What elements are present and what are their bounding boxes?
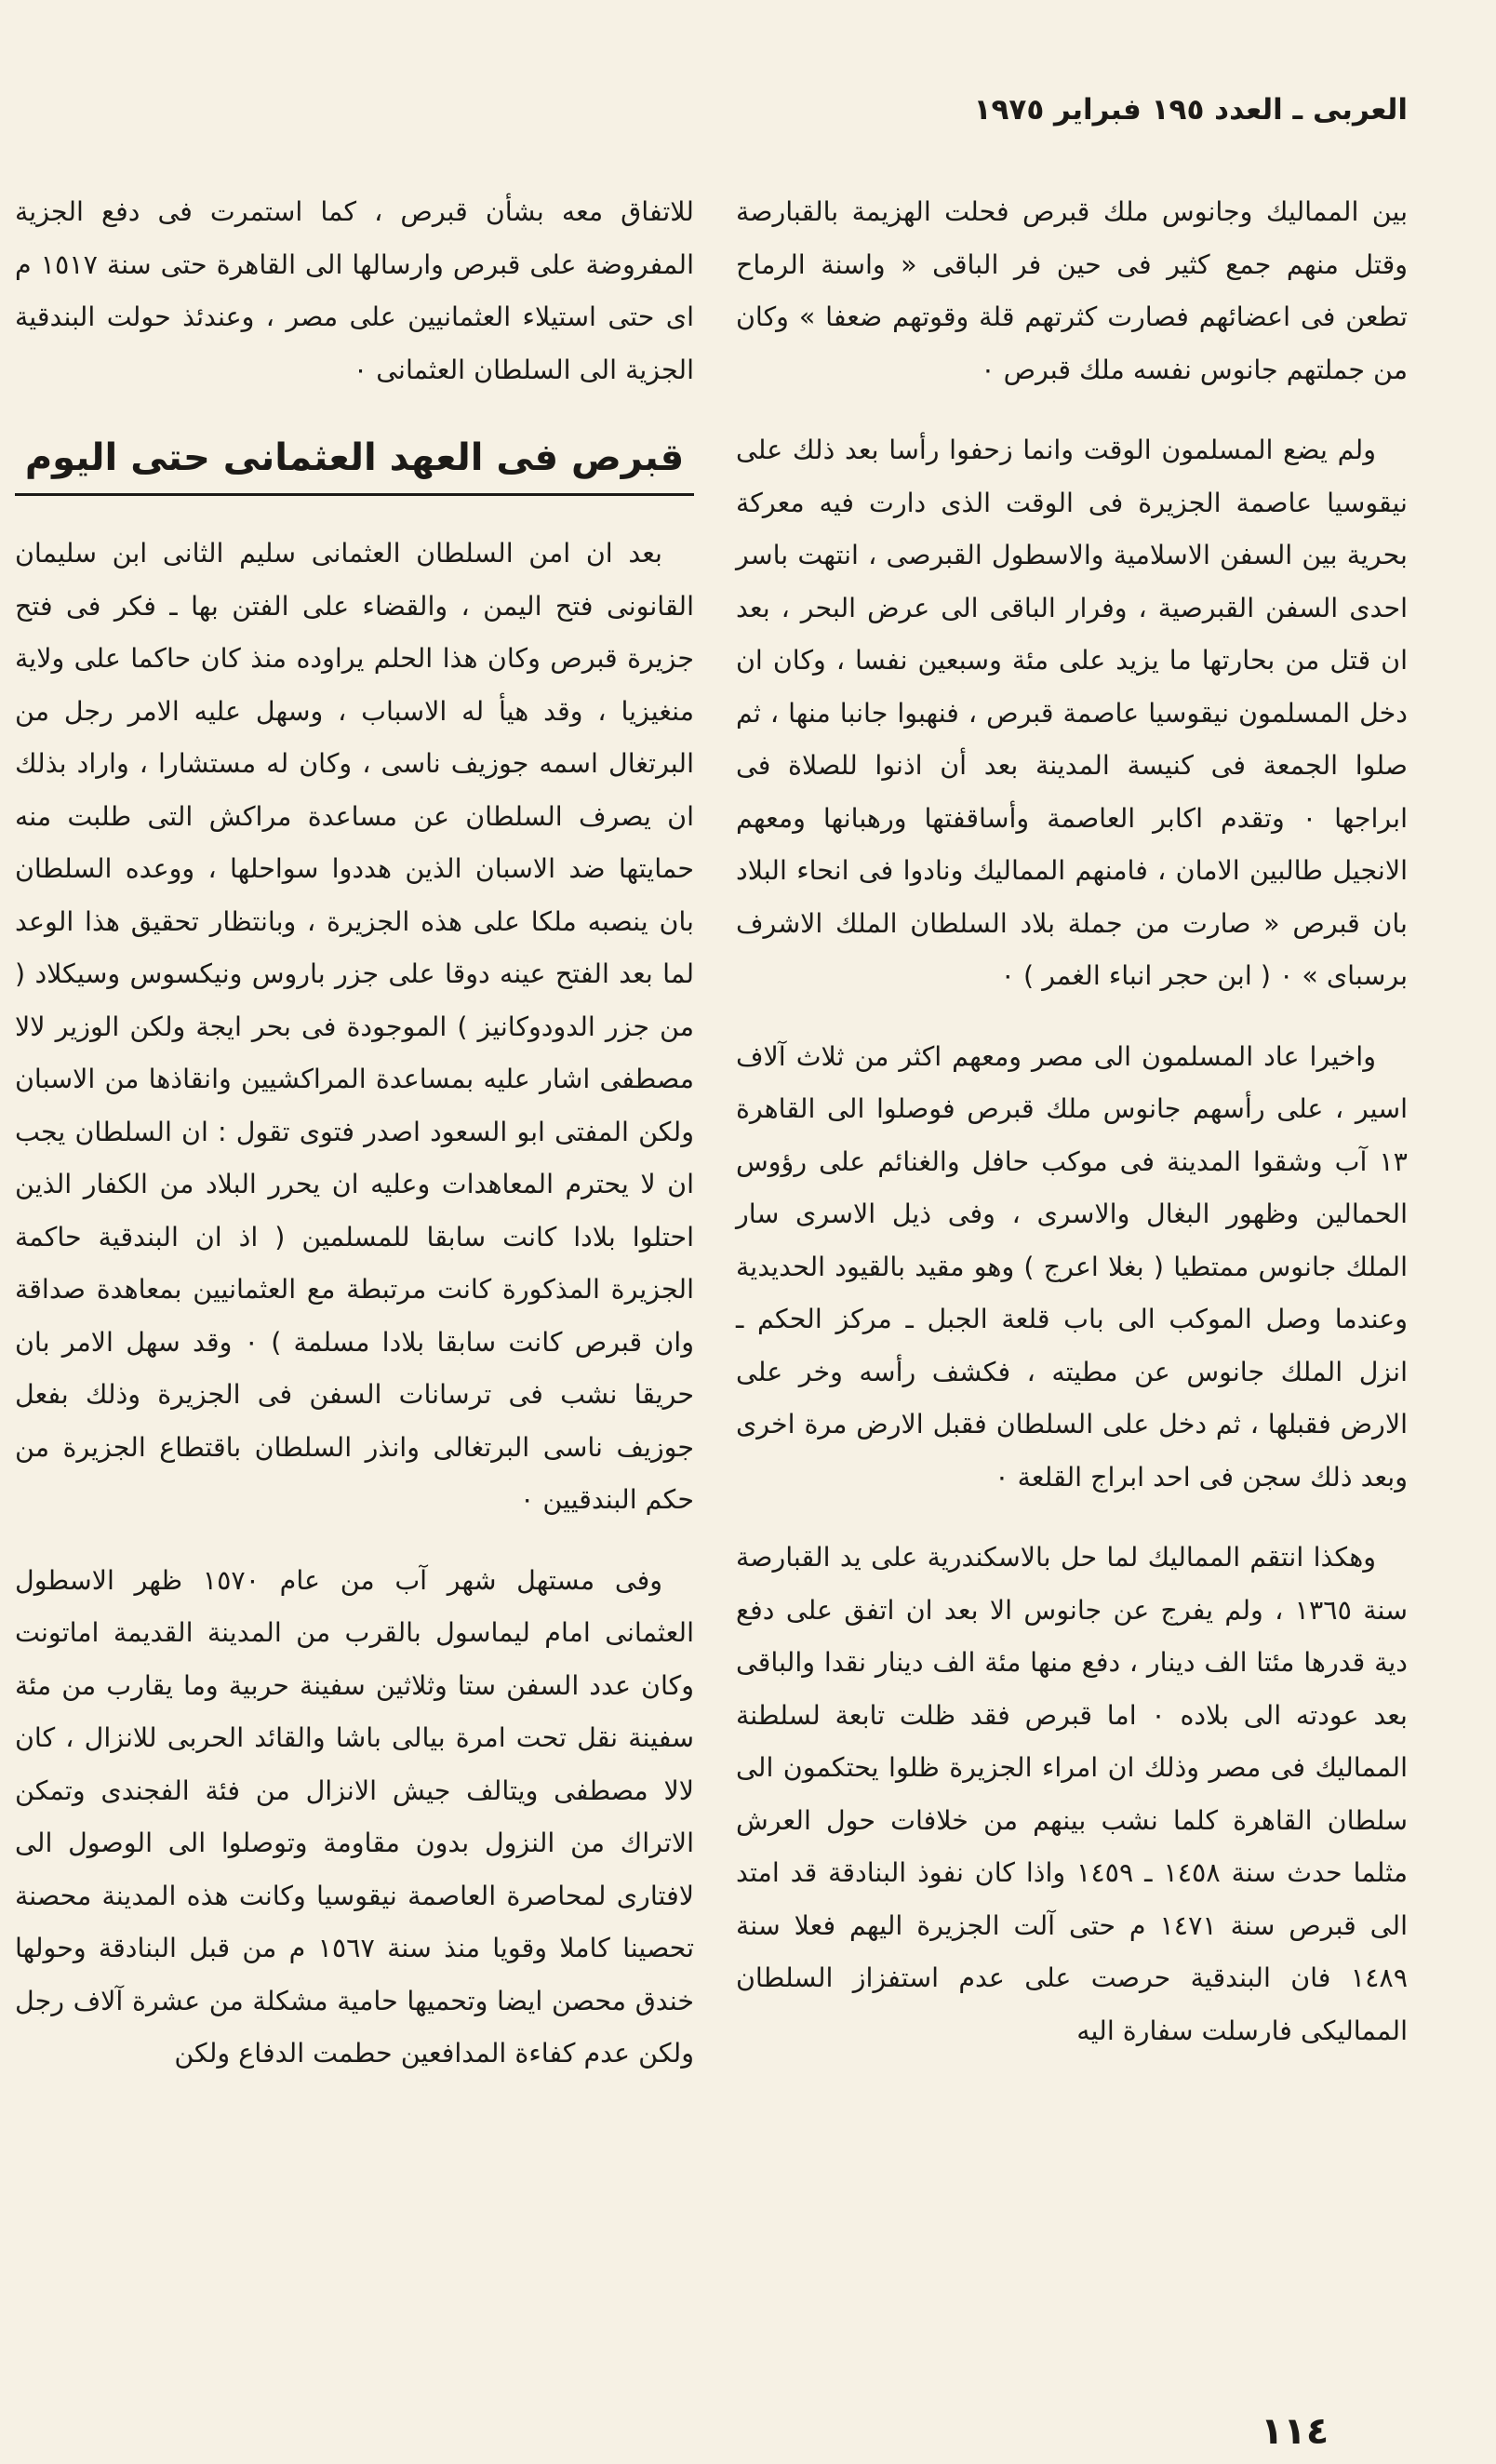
- paragraph: للاتفاق معه بشأن قبرص ، كما استمرت فى دفع الجزية المفروضة على قبرص وارسالها الى القاهرة حتى سنة ١٥١٧ م اى حتى استيلاء العثمانيين على مصر ، وعندئذ حولت البندقية الجزية الى السلطان العثمانى ٠: [15, 196, 694, 385]
- right-column: [736, 186, 1408, 2085]
- paragraph: وفى مستهل شهر آب من عام ١٥٧٠ ظهر الاسطول العثمانى امام ليماسول بالقرب من المدينة القديمة اماتونت وكان عدد السفن ستا وثلاثين سفينة حربية وما يقارب من مئة سفينة نقل تحت امرة بيالى باشا والقائد الحربى للانزال ، كان لالا مصطفى ويتالف جيش الانزال من فئة الفجندى وتمكن الاتراك من النزول بدون مقاومة وتوصلوا الى الوصول الى لافتارى لمحاصرة العاصمة نيقوسيا وكانت هذه المدينة محصنة تحصينا كاملا وقويا منذ سنة ١٥٦٧ م من قبل البنادقة وحولها خندق محصن ايضا وتحميها حامية مشكلة من عشرة آلاف رجل ولكن عدم كفاءة المدافعين حطمت الدفاع ولكن: [15, 1564, 695, 2069]
- page-number: ١١٤: [1261, 2410, 1329, 2453]
- left-column: [15, 186, 694, 2109]
- running-head: العربى ـ العدد ١٩٥ فبراير ١٩٧٥: [973, 93, 1408, 127]
- paragraph: وهكذا انتقم المماليك لما حل بالاسكندرية على يد القبارصة سنة ١٣٦٥ ، ولم يفرج عن جانوس الا بعد ان اتفق على دفع دية قدرها مئتا الف دينار ، دفع منها مئة الف دينار نقدا والباقى بعد عودته الى بلاده ٠ اما قبرص فقد ظلت تابعة لسلطنة المماليك فى مصر وذلك ان امراء الجزيرة ظلوا يحتكمون الى سلطان القاهرة كلما نشب بينهم من خلافات حول العرش مثلما حدث سنة ١٤٥٨ ـ ١٤٥٩ واذا كان نفوذ البنادقة قد امتد الى قبرص سنة ١٤٧١ م حتى آلت الجزيرة اليهم فعلا سنة ١٤٨٩ فان البندقية حرصت على عدم استفزاز السلطان المماليكى فارسلت سفارة اليه: [736, 1542, 1409, 2046]
- paragraph: ولم يضع المسلمون الوقت وانما زحفوا رأسا بعد ذلك على نيقوسيا عاصمة الجزيرة فى الوقت الذى دارت فيه معركة بحرية بين السفن الاسلامية والاسطول القبرصى ، انتهت باسر احدى السفن القبرصية ، وفرار الباقى الى عرض البحر ، بعد ان قتل من بحارتها ما يزيد على مئة وسبعين نفسا ، وكان ان دخل المسلمون نيقوسيا عاصمة قبرص ، فنهبوا جانبا منها ، ثم صلوا الجمعة فى كنيسة المدينة بعد أن اذنوا للصلاة فى ابراجها ٠ وتقدم اكابر العاصمة وأساقفتها ورهبانها ومعهم الانجيل طالبين الامان ، فامنهم المماليك ونادوا فى انحاء البلاد بان قبرص « صارت من جملة بلاد السلطان الملك الاشرف برسباى » ٠ ( ابن حجر انباء الغمر ) ٠: [736, 435, 1408, 991]
- section-heading: قبرص فى العهد العثمانى حتى اليوم: [15, 430, 694, 496]
- paragraph: بعد ان امن السلطان العثمانى سليم الثانى ابن سليمان القانونى فتح اليمن ، والقضاء على الفتن بها ـ فكر فى فتح جزيرة قبرص وكان هذا الحلم يراوده منذ كان حاكما على ولاية منغيزيا ، وقد هيأ له الاسباب ، وسهل عليه الامر رجل من البرتغال اسمه جوزيف ناسى ، وكان له مستشارا ، واراد بذلك ان يصرف السلطان عن مساعدة مراكش التى طلبت منه حمايتها ضد الاسبان الذين هددوا سواحلها ، ووعده السلطان بان ينصبه ملكا على هذه الجزيرة ، وبانتظار تحقيق هذا الوعد لما بعد الفتح عينه دوقا على جزر باروس ونيكسوس وسيكلاد ( من جزر الدودوكانيز ) الموجودة فى بحر ايجة ولكن الوزير لالا مصطفى اشار عليه بمساعدة المراكشيين وانقاذها من الاسبان ولكن المفتى ابو السعود اصدر فتوى تقول : ان السلطان يجب ان لا يحترم المعاهدات وعليه ان يحرر البلاد من الكفار الذين احتلوا بلادا كانت سابقا للمسلمين ( اذ ان البندقية حاكمة الجزيرة المذكورة كانت مرتبطة مع العثمانيين بمعاهدة صداقة وان قبرص كانت سابقا بلادا مسلمة ) ٠ وقد سهل الامر بان حريقا نشب فى ترسانات السفن فى الجزيرة وذلك بفعل جوزيف ناسى البرتغالى وانذر السلطان باقتطاع الجزيرة من حكم البندقيين ٠: [15, 538, 694, 1515]
- paragraph: بين المماليك وجانوس ملك قبرص فحلت الهزيمة بالقبارصة وقتل منهم جمع كثير فى حين فر الباقى « واسنة الرماح تطعن فى اعضائهم فصارت كثرتهم قلة وقوتهم ضعفا » وكان من جملتهم جانوس نفسه ملك قبرص ٠: [736, 196, 1408, 385]
- paragraph: واخيرا عاد المسلمون الى مصر ومعهم اكثر من ثلاث آلاف اسير ، على رأسهم جانوس ملك قبرص فوصلوا الى القاهرة ١٣ آب وشقوا المدينة فى موكب حافل والغنائم على رؤوس الحمالين وظهور البغال والاسرى ، وفى ذيل الاسرى سار الملك جانوس ممتطيا ( بغلا اعرج ) وهو مقيد بالقيود الحديدية وعندما وصل الموكب الى باب قلعة الجبل ـ مركز الحكم ـ انزل الملك جانوس عن مطيته ، فكشف رأسه وخر على الارض فقبلها ، ثم دخل على السلطان فقبل الارض مرة اخرى وبعد ذلك سجن فى احد ابراج القلعة ٠: [736, 1040, 1408, 1493]
